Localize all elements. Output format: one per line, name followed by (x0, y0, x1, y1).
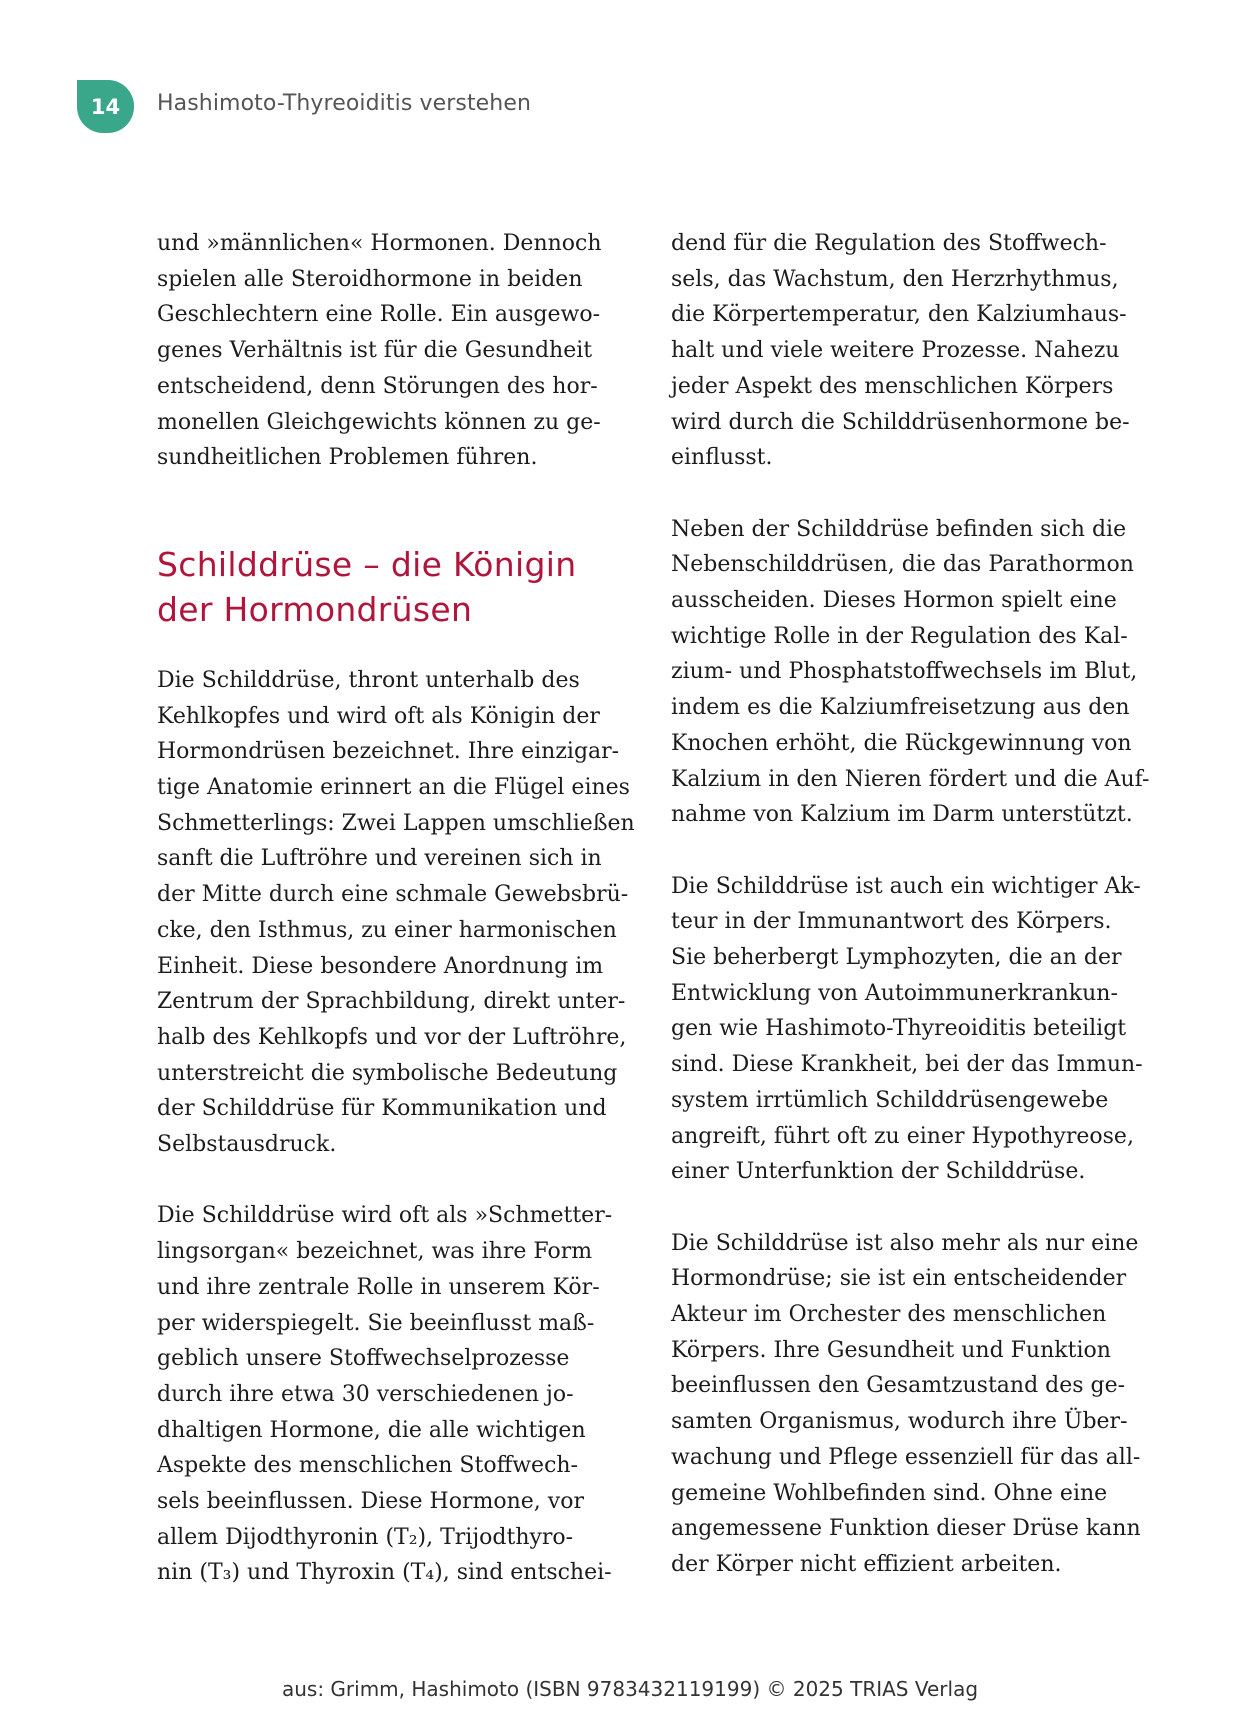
paragraph: Die Schilddrüse ist also mehr als nur eine Hormondrüse; sie ist ein entscheidender Akteur im Orchester des menschlichen Körpers. Ihre Gesundheit und Funktion beeinflussen den Gesamtzustand des ge- samten Organismus, wodurch ihre Über- wachung und Pflege essenziell für das all- gemeine Wohlbefinden sind. Ohne eine angemessene Funktion dieser Drüse kann der Körper nicht effizient arbeiten. (671, 1230, 1141, 1577)
running-head-title: Hashimoto-Thyreoiditis verstehen (157, 91, 532, 116)
paragraph: Neben der Schilddrüse befinden sich die Nebenschilddrüsen, die das Parathormon ausscheiden. Dieses Hormon spielt eine wichtige Rolle in der Regulation des Kal- zium- und Phosphatstoffwechsels im Blut, indem es die Kalziumfreisetzung aus den Knochen erhöht, die Rückgewinnung von Kalzium in den Nieren fördert und die Auf- nahme von Kalzium im Darm unterstützt. (671, 516, 1150, 828)
source-footer: aus: Grimm, Hashimoto (ISBN 9783432119199) © 2025 TRIAS Verlag (281, 1677, 979, 1701)
paragraph: Die Schilddrüse, thront unterhalb des Kehlkopfes und wird oft als Königin der Hormondrüsen bezeichnet. Ihre einzigar- tige Anatomie erinnert an die Flügel eines Schmetterlings: Zwei Lappen umschließen sanft die Luftröhre und vereinen sich in der Mitte durch eine schmale Gewebsbrü- cke, den Isthmus, zu einer harmonischen Einheit. Diese besondere Anordnung im Zentrum der Sprachbildung, direkt unter- halb des Kehlkopfs und vor der Luftröhre, unterstreicht die symbolische Bedeutung der Schilddrüse für Kommunikation und Selbstausdruck. (157, 667, 635, 1158)
left-column (157, 226, 635, 1591)
paragraph: Die Schilddrüse wird oft als »Schmetter- lingsorgan« bezeichnet, was ihre Form und ihre zentrale Rolle in unserem Kör- per widerspiegelt. Sie beeinflusst maß- geblich unsere Stoffwechselprozesse durch ihre etwa 30 verschiedenen jo- dhaltigen Hormone, die alle wichtigen Aspekte des menschlichen Stoffwech- sels beeinflussen. Diese Hormone, vor allem Dijodthyronin (T₂), Trijodthyro- nin (T₃) und Thyroxin (T₄), sind entschei- (157, 1203, 613, 1586)
right-column (671, 226, 1150, 1583)
paragraph: Die Schilddrüse ist auch ein wichtiger Ak- teur in der Immunantwort des Körpers. Sie beherbergt Lymphozyten, die an der Entwicklung von Autoimmunerkrankun- gen wie Hashimoto-Thyreoiditis beteiligt sind. Diese Krankheit, bei der das Immun- system irrtümlich Schilddrüsengewebe angreift, führt oft zu einer Hypothyreose, einer Unterfunktion der Schilddrüse. (671, 873, 1143, 1185)
paragraph: dend für die Regulation des Stoffwech- sels, das Wachstum, den Herzrhythmus, die Körpertemperatur, den Kalziumhaus- halt und viele weitere Prozesse. Nahezu jeder Aspekt des menschlichen Körpers wird durch die Schilddrüsenhormone be- einflusst. (671, 231, 1130, 471)
paragraph-intro: und »männlichen« Hormonen. Dennoch spielen alle Steroidhormone in beiden Geschlechtern eine Rolle. Ein ausgewo- genes Verhältnis ist für die Gesundheit entscheidend, denn Störungen des hor- monellen Gleichgewichts können zu ge- sundheitlichen Problemen führen. (157, 231, 602, 471)
section-heading: Schilddrüse – die Königin der Hormondrüsen (157, 544, 577, 629)
page-number-badge: 14 (77, 80, 134, 133)
